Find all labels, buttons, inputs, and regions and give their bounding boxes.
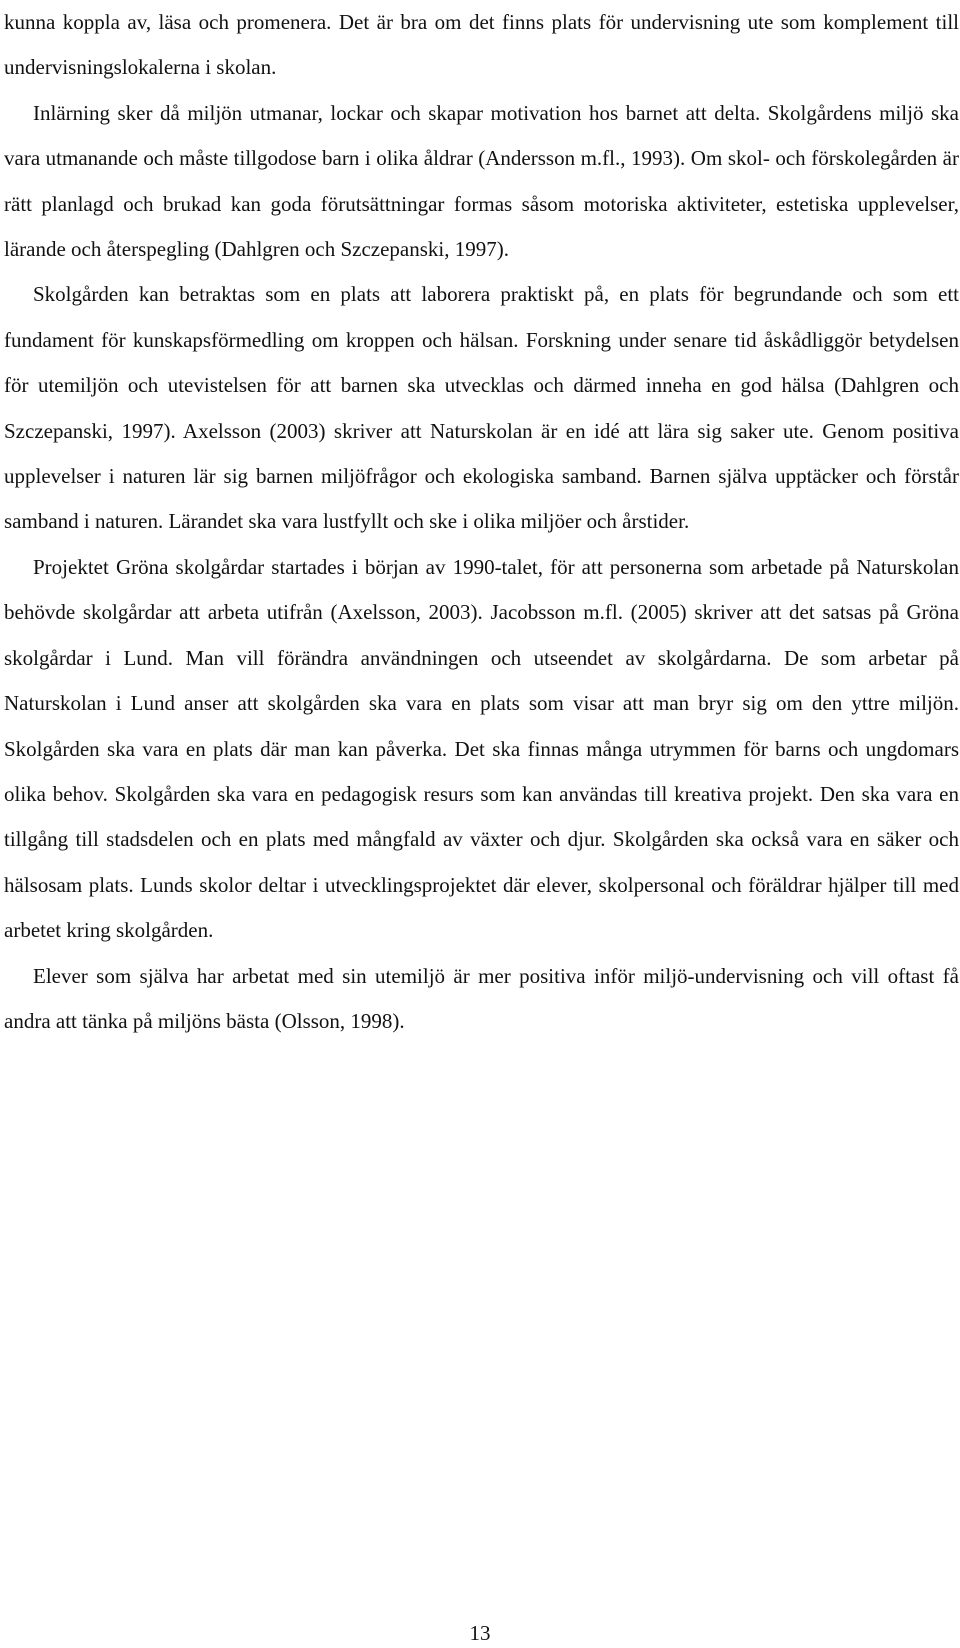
body-text (4, 0, 959, 1044)
paragraph-1: kunna koppla av, läsa och promenera. Det är bra om det finns plats för undervisning ute som komplement till undervisningslokalerna i skolan. (4, 10, 959, 80)
paragraph-4: Projektet Gröna skolgårdar startades i början av 1990-talet, för att personerna som arbetade på Naturskolan behövde skolgårdar att arbeta utifrån (Axelsson, 2003). Jacobsson m.fl. (2005) skriver att det satsas på Gröna skolgårdar i Lund. Man vill förändra användningen och utseendet av skolgårdarna. De som arbetar på Naturskolan i Lund anser att skolgården ska vara en plats som visar att man bryr sig om den yttre miljön. Skolgården ska vara en plats där man kan påverka. Det ska finnas många utrymmen för barns och ungdomars olika behov. Skolgården ska vara en pedagogisk resurs som kan användas till kreativa projekt. Den ska vara en tillgång till stadsdelen och en plats med mångfald av växter och djur. Skolgården ska också vara en säker och hälsosam plats. Lunds skolor deltar i utvecklingsprojektet där elever, skolpersonal och föräldrar hjälper till med arbetet kring skolgården. (4, 554, 959, 943)
paragraph-5: Elever som själva har arbetat med sin utemiljö är mer positiva inför miljö-undervisning och vill oftast få andra att tänka på miljöns bästa (Olsson, 1998). (4, 963, 959, 1033)
paragraph-3: Skolgården kan betraktas som en plats att laborera praktiskt på, en plats för begrundande och som ett fundament för kunskapsförmedling om kroppen och hälsan. Forskning under senare tid åskådliggör betydelsen för utemiljön och utevistelsen för att barnen ska utvecklas och därmed inneha en god hälsa (Dahlgren och Szczepanski, 1997). Axelsson (2003) skriver att Naturskolan är en idé att lära sig saker ute. Genom positiva upplevelser i naturen lär sig barnen miljöfrågor och ekologiska samband. Barnen själva upptäcker och förstår samband i naturen. Lärandet ska vara lustfyllt och ske i olika miljöer och årstider. (4, 282, 959, 534)
page-number: 13 (469, 1621, 491, 1645)
paragraph-2: Inlärning sker då miljön utmanar, lockar och skapar motivation hos barnet att delta. Skolgårdens miljö ska vara utmanande och måste tillgodose barn i olika åldrar (Andersson m.fl., 1993). Om skol- och förskolegården är rätt planlagd och brukad kan goda förutsättningar formas såsom motoriska aktiviteter, estetiska upplevelser, lärande och återspegling (Dahlgren och Szczepanski, 1997). (4, 100, 959, 262)
